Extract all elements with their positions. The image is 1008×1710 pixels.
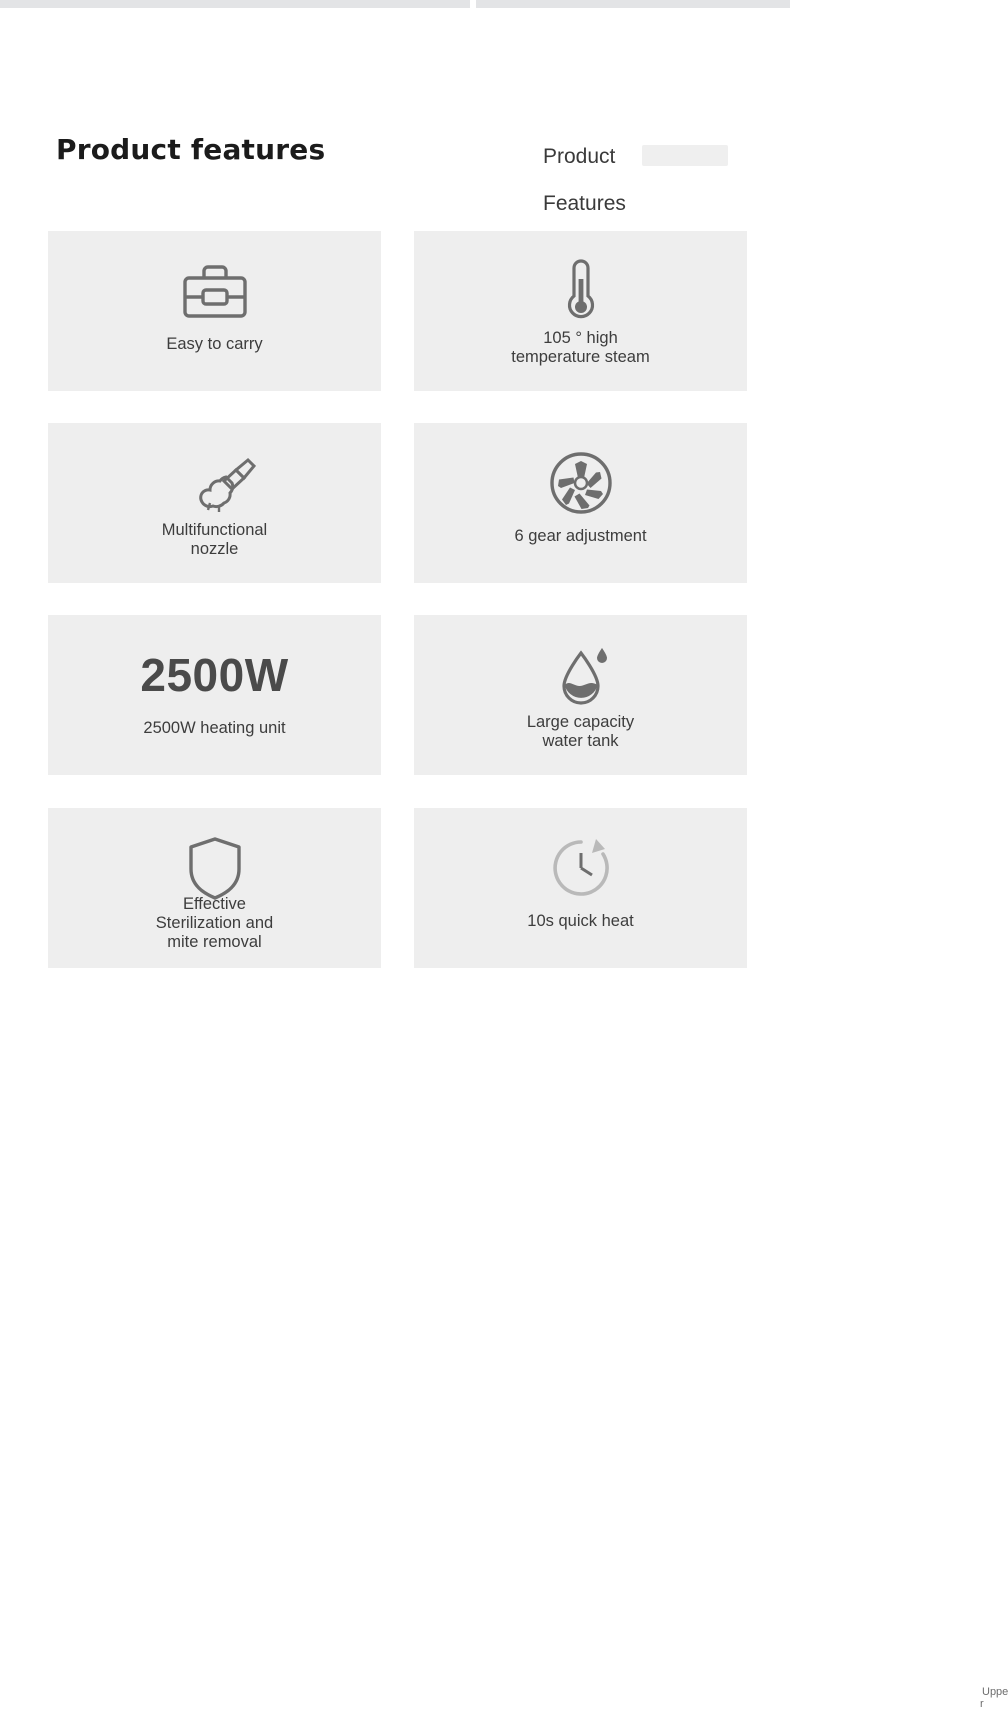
- page-title-left: Product features: [56, 133, 326, 166]
- feature-card-grid: [0, 8, 1008, 1710]
- feature-caption: [414, 912, 747, 931]
- top-strip: [0, 0, 790, 8]
- feature-caption: [414, 527, 747, 546]
- water-drop-icon: [414, 637, 747, 713]
- caption-line: Effective: [183, 895, 246, 913]
- fan-gear-icon: [414, 445, 747, 521]
- product-features-page: [0, 8, 1008, 1710]
- spray-nozzle-icon: [48, 445, 381, 521]
- top-strip-segment-left: [0, 0, 470, 8]
- feature-caption: [414, 713, 747, 751]
- wattage-value: 2500W: [140, 649, 289, 701]
- timer-overlay-text-2: r: [980, 1698, 984, 1710]
- wattage-text-icon: [48, 637, 381, 713]
- feature-card: [48, 423, 381, 583]
- timer-overlay-text-1: Uppe: [982, 1686, 1008, 1698]
- feature-card: [414, 615, 747, 775]
- feature-caption: [48, 719, 381, 738]
- caption-line: nozzle: [190, 540, 239, 558]
- caption-line: temperature steam: [511, 348, 650, 366]
- top-strip-segment-right: [476, 0, 790, 8]
- thermometer-icon: [414, 253, 747, 329]
- feature-caption: [48, 895, 381, 952]
- feature-caption: [48, 521, 381, 559]
- caption-line: 10s quick heat: [527, 912, 634, 930]
- feature-card: [48, 231, 381, 391]
- feature-card: [48, 615, 381, 775]
- caption-line: Sterilization and: [155, 914, 274, 932]
- caption-line: water tank: [542, 732, 619, 750]
- feature-caption: [414, 329, 747, 367]
- caption-line: Easy to carry: [166, 335, 263, 353]
- feature-card: [48, 808, 381, 968]
- toolbox-icon: [48, 253, 381, 329]
- caption-line: Large capacity: [526, 713, 635, 731]
- caption-line: Multifunctional: [161, 521, 268, 539]
- caption-line: 6 gear adjustment: [514, 527, 647, 545]
- caption-line: 105 ° high: [543, 329, 618, 347]
- feature-card: [414, 808, 1008, 1710]
- feature-caption: [48, 335, 381, 354]
- feature-card: [414, 423, 747, 583]
- page-title-right-line1: Product: [543, 145, 616, 168]
- page-title-right-line2: Features: [543, 192, 626, 215]
- caption-line: 2500W heating unit: [143, 719, 286, 737]
- feature-card: [414, 231, 747, 391]
- caption-line: mite removal: [167, 933, 262, 951]
